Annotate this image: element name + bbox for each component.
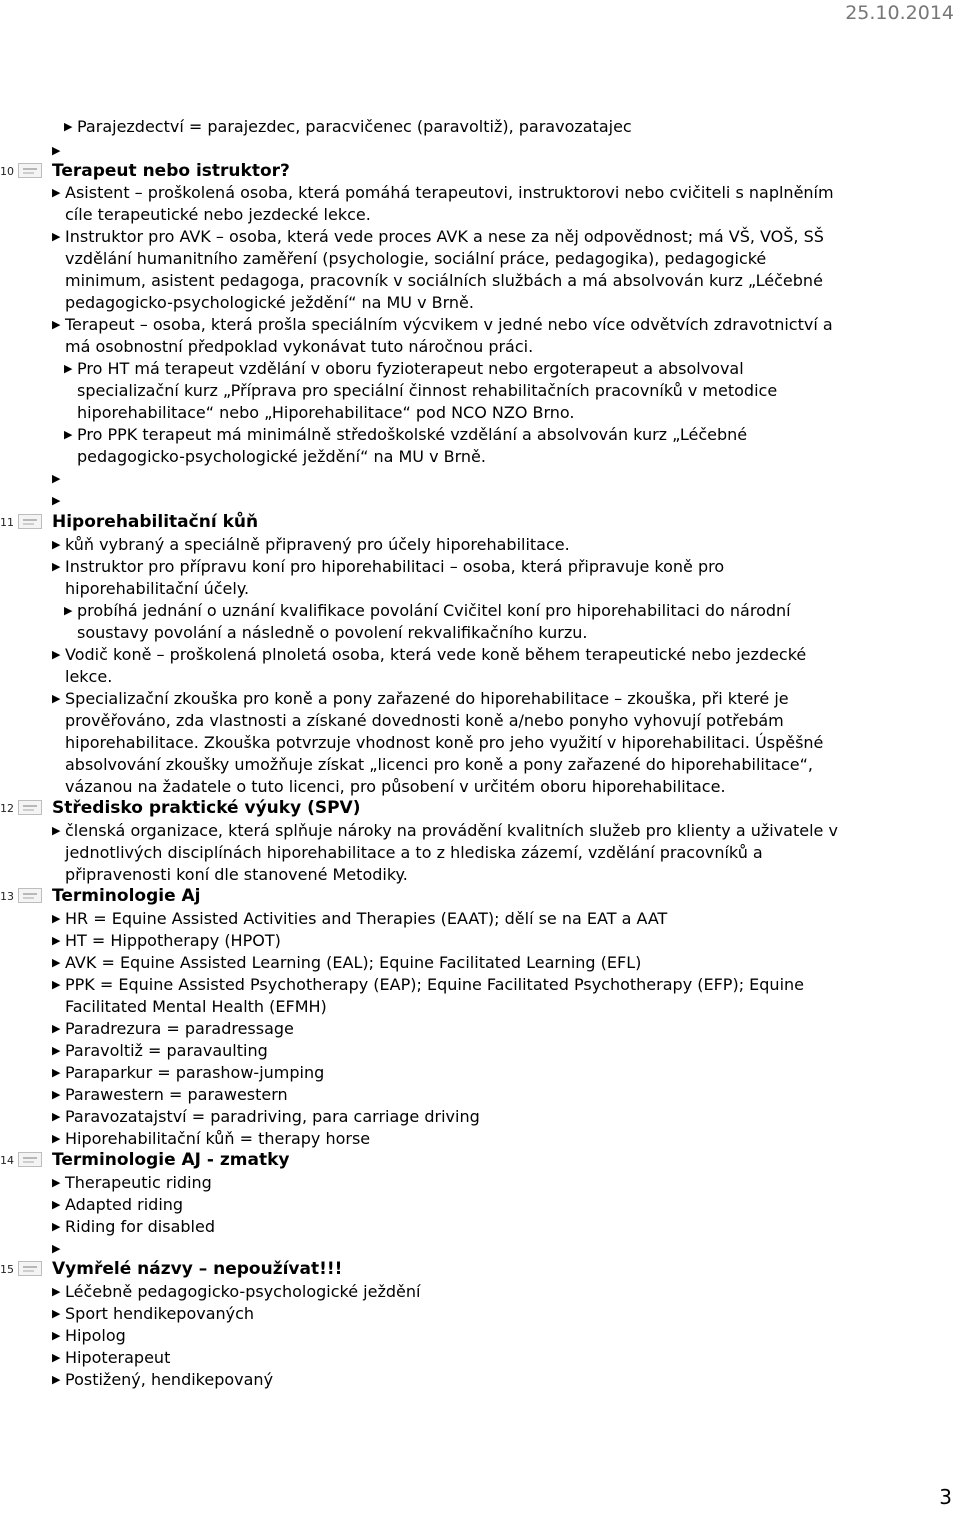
bullet-arrow-icon: ▶ xyxy=(52,1307,61,1320)
bullet-arrow-icon: ▶ xyxy=(64,362,73,375)
bullet-arrow-icon: ▶ xyxy=(64,120,73,133)
bullet-arrow-icon: ▶ xyxy=(52,978,61,991)
list-item: ▶ Léčebně pedagogicko-psychologické ježdění xyxy=(52,1282,421,1301)
bullet-arrow-icon: ▶ xyxy=(52,144,61,157)
list-item: ▶ Hipolog xyxy=(52,1326,126,1345)
bullet-arrow-icon: ▶ xyxy=(52,1329,61,1342)
bullet-arrow-icon: ▶ xyxy=(52,934,61,947)
slide-title: Hiporehabilitační kůň xyxy=(52,512,259,532)
slide-thumbnail-icon xyxy=(18,1152,42,1167)
list-item: ▶ Parawestern = parawestern xyxy=(52,1085,288,1104)
bullet-arrow-icon: ▶ xyxy=(52,1351,61,1364)
bullet-arrow-icon: ▶ xyxy=(52,648,61,661)
list-item-empty xyxy=(52,468,840,490)
bullet-arrow-icon: ▶ xyxy=(52,1066,61,1079)
bullet-arrow-icon: ▶ xyxy=(52,230,61,243)
bullet-arrow-icon: ▶ xyxy=(52,186,61,199)
slide-thumbnail-icon xyxy=(18,163,42,178)
list-item: ▶ Paravoltiž = paravaulting xyxy=(52,1041,268,1060)
list-item: ▶ Parajezdectví = parajezdec, paracvičenec (paravoltiž), paravozatajec xyxy=(64,117,632,136)
slide-number: 11 xyxy=(0,516,14,529)
list-item: ▶ Specializační zkouška pro koně a pony zařazené do hiporehabilitace – zkouška, při které je prověřováno, zda vlastnosti a získané dovednosti koně a/nebo ponyho vyhovují potřebám hiporehabilitace. Zkouška potvrzuje vhodnost koně pro jeho využití v hiporehabilitaci. Úspěšné absolvování zkoušky umožňuje získat „licenci pro koně a pony zařazené do hiporehabilitace“, vázanou na žadatele o tuto licenci, pro působení v určitém oboru hiporehabilitace. xyxy=(52,689,824,796)
bullet-arrow-icon: ▶ xyxy=(64,428,73,441)
page-date: 25.10.2014 xyxy=(845,2,954,24)
bullet-arrow-icon: ▶ xyxy=(52,956,61,969)
slide-title: Terapeut nebo istruktor? xyxy=(52,161,290,181)
bullet-arrow-icon: ▶ xyxy=(52,1373,61,1386)
list-item: ▶ Paravozatajství = paradriving, para carriage driving xyxy=(52,1107,480,1126)
bullet-arrow-icon: ▶ xyxy=(52,1132,61,1145)
bullet-arrow-icon: ▶ xyxy=(52,1044,61,1057)
list-item: ▶ Adapted riding xyxy=(52,1195,184,1214)
list-item: ▶ Asistent – proškolená osoba, která pomáhá terapeutovi, instruktorovi nebo cvičiteli s naplněním cíle terapeutické nebo jezdecké lekce. xyxy=(52,183,834,224)
slide-number: 15 xyxy=(0,1263,14,1276)
list-item: ▶ Riding for disabled xyxy=(52,1217,215,1236)
slide-number: 12 xyxy=(0,802,14,815)
bullet-arrow-icon: ▶ xyxy=(52,318,61,331)
list-item: ▶ Pro PPK terapeut má minimálně středoškolské vzdělání a absolvován kurz „Léčebné pedagogicko-psychologické ježdění“ na MU v Brně. xyxy=(64,425,748,466)
list-item: ▶ Therapeutic riding xyxy=(52,1173,212,1192)
page-number: 3 xyxy=(939,1485,952,1509)
bullet-arrow-icon: ▶ xyxy=(52,538,61,551)
list-item: ▶ Pro HT má terapeut vzdělání v oboru fyzioterapeut nebo ergoterapeut a absolvoval specializační kurz „Příprava pro speciální činnost rehabilitačních pracovníků v metodice hiporehabilitace“ nebo „Hiporehabilitace“ pod NCO NZO Brno. xyxy=(64,359,778,422)
bullet-arrow-icon: ▶ xyxy=(52,692,61,705)
bullet-arrow-icon: ▶ xyxy=(52,1285,61,1298)
list-item: ▶ PPK = Equine Assisted Psychotherapy (EAP); Equine Facilitated Psychotherapy (EFP); Equine Facilitated Mental Health (EFMH) xyxy=(52,975,804,1016)
slide-title: Terminologie Aj xyxy=(52,886,201,906)
slide-number: 13 xyxy=(0,890,14,903)
list-item: ▶ Instruktor pro AVK – osoba, která vede proces AVK a nese za něj odpovědnost; má VŠ, VOŠ, SŠ vzdělání humanitního zaměření (psychologie, sociální práce, pedagogika), pedagogické minimum, asistent pedagoga, pracovník v sociálních službách a má absolvován kurz „Léčebné pedagogicko-psychologické ježdění“ na MU v Brně. xyxy=(52,227,824,312)
slide-thumbnail-icon xyxy=(18,888,42,903)
bullet-arrow-icon: ▶ xyxy=(52,824,61,837)
slide-number: 14 xyxy=(0,1154,14,1167)
bullet-arrow-icon: ▶ xyxy=(52,494,61,507)
bullet-arrow-icon: ▶ xyxy=(52,1242,61,1255)
bullet-arrow-icon: ▶ xyxy=(52,1176,61,1189)
list-item: ▶ Sport hendikepovaných xyxy=(52,1304,255,1323)
list-item: ▶ kůň vybraný a speciálně připravený pro účely hiporehabilitace. xyxy=(52,535,570,554)
list-item: ▶ probíhá jednání o uznání kvalifikace povolání Cvičitel koní pro hiporehabilitaci do národní soustavy povolání a následně o povolení rekvalifikačního kurzu. xyxy=(64,601,791,642)
slide-number: 10 xyxy=(0,165,14,178)
list-item: ▶ Paradrezura = paradressage xyxy=(52,1019,294,1038)
list-item-empty xyxy=(52,140,840,162)
slide-title: Středisko praktické výuky (SPV) xyxy=(52,798,361,818)
bullet-arrow-icon: ▶ xyxy=(52,912,61,925)
list-item: ▶ Paraparkur = parashow-jumping xyxy=(52,1063,325,1082)
list-item: ▶ AVK = Equine Assisted Learning (EAL); Equine Facilitated Learning (EFL) xyxy=(52,953,642,972)
slide-thumbnail-icon xyxy=(18,1261,42,1276)
bullet-arrow-icon: ▶ xyxy=(64,604,73,617)
bullet-arrow-icon: ▶ xyxy=(52,1022,61,1035)
bullet-arrow-icon: ▶ xyxy=(52,1110,61,1123)
slide-thumbnail-icon xyxy=(18,800,42,815)
bullet-arrow-icon: ▶ xyxy=(52,472,61,485)
list-item: ▶ Hiporehabilitační kůň = therapy horse xyxy=(52,1129,371,1148)
bullet-arrow-icon: ▶ xyxy=(52,560,61,573)
list-item: ▶ Vodič koně – proškolená plnoletá osoba, která vede koně během terapeutické nebo jezdecké lekce. xyxy=(52,645,807,686)
list-item: ▶ HT = Hippotherapy (HPOT) xyxy=(52,931,281,950)
list-item: ▶ Hipoterapeut xyxy=(52,1348,171,1367)
bullet-arrow-icon: ▶ xyxy=(52,1198,61,1211)
list-item: ▶ Instruktor pro přípravu koní pro hiporehabilitaci – osoba, která připravuje koně pro hiporehabilitační účely. xyxy=(52,557,725,598)
list-item-empty xyxy=(52,490,840,512)
slide-title: Terminologie AJ - zmatky xyxy=(52,1150,290,1170)
list-item: ▶ členská organizace, která splňuje nároky na provádění kvalitních služeb pro klienty a uživatele v jednotlivých disciplínách hiporehabilitace a to z hlediska zázemí, vzdělání pracovníků a připravenosti koní dle stanovené Metodiky. xyxy=(52,821,838,884)
list-item: ▶ Postižený, hendikepovaný xyxy=(52,1370,274,1389)
bullet-arrow-icon: ▶ xyxy=(52,1088,61,1101)
list-item: ▶ Terapeut – osoba, která prošla speciálním výcvikem v jedné nebo více odvětvích zdravotnictví a má osobnostní předpoklad vykonávat tuto náročnou práci. xyxy=(52,315,833,356)
bullet-arrow-icon: ▶ xyxy=(52,1220,61,1233)
slide-title: Vymřelé názvy – nepoužívat!!! xyxy=(52,1259,343,1279)
list-item: ▶ HR = Equine Assisted Activities and Therapies (EAAT); dělí se na EAT a AAT xyxy=(52,909,668,928)
slide-thumbnail-icon xyxy=(18,514,42,529)
list-item-empty xyxy=(52,1238,840,1260)
